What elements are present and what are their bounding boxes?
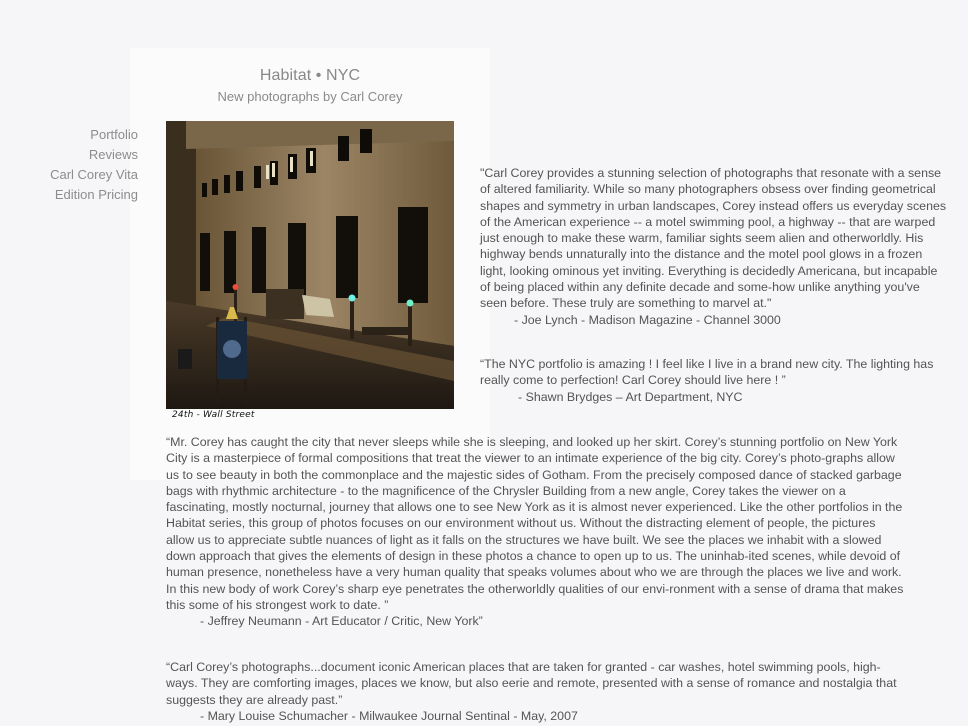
review-quote-2 xyxy=(480,356,942,405)
review-attribution: - Joe Lynch - Madison Magazine - Channel 3000 xyxy=(514,312,781,327)
review-text: “The NYC portfolio is amazing ! I feel like I live in a brand new city. The lighting has really come to perfection! Carl Corey should live here ! ” xyxy=(480,357,934,388)
review-quote-4 xyxy=(166,659,906,724)
nav-edition-pricing-link[interactable]: Edition Pricing xyxy=(54,187,138,202)
review-attribution: - Jeffrey Neumann - Art Educator / Critic, New York” xyxy=(200,614,483,629)
review-attribution: - Shawn Brydges – Art Department, NYC xyxy=(518,389,743,404)
featured-photo[interactable] xyxy=(166,121,454,409)
site-title: Habitat • NYC xyxy=(259,67,361,84)
review-quote-1 xyxy=(480,165,948,328)
review-text: “Carl Corey’s photographs...document iconic American places that are taken for granted - car washes, hotel swimming pools, high-ways. They are comforting images, places we know, but also eerie and remote, presented with a sense of romance and nostalgia that suggests they are already past.” xyxy=(166,660,897,707)
review-quote-3 xyxy=(166,434,906,630)
review-text: “Mr. Corey has caught the city that never sleeps while she is sleeping, and looked up her skirt. Corey’s stunning portfolio on New York City is a masterpiece of formal compositions that treat the viewer to an intimate experience of the big city. Corey’s photo-graphs allow us to see beauty in both the commonplace and the majestic sides of Gotham. From the precisely composed dance of stacked garbage bags with rhythmic architecture - to the magnificence of the Chrysler Building from a new angle, Corey takes the viewer on a fascinating, mostly nocturnal, journey that allows one to see New York as it is almost never experienced. Like the other portfolios in the Habitat series, this group of photos focuses on our environment without us. Without the distracting element of people, the pictures allow us to appreciate subtle nuances of light as it falls on the structures we have built. We see the places we inhabit with a slowed down approach that gives the elements of design in these photos a chance to open up to us. The uninhab-ited scenes, while devoid of human presence, nonetheless have a very human quality that speaks volumes about who we are through the places we live and work. In this new body of work Corey’s sharp eye penetrates the otherworldly qualities of our envi-ronment with a sense of drama that makes this some of his strongest work to date. ” xyxy=(166,435,904,612)
review-attribution: - Mary Louise Schumacher - Milwaukee Journal Sentinal - May, 2007 xyxy=(200,708,578,723)
nav-portfolio-link[interactable]: Portfolio xyxy=(90,127,138,142)
photo-caption: 24th - Wall Street xyxy=(172,410,255,420)
review-text: "Carl Corey provides a stunning selection of photographs that resonate with a sense of altered familiarity. While so many photographers obsess over finding geometrical shapes and symmetry in urban landscapes, Corey instead offers us everyday scenes of the American experience -- a motel swimming pool, a highway -- that are warped just enough to make these warm, familiar sights seem alien and otherworldly. His highway bends unnaturally into the distance and the motel pool glows in a frozen light, looking ominous yet inviting. Everything is decidedly Americana, but incapable of being placed within any definite decade and some-how unlike anything you've seen before. These truly are something to marvel at." xyxy=(480,166,947,311)
site-subtitle: New photographs by Carl Corey xyxy=(217,89,403,104)
nav-reviews-link[interactable]: Reviews xyxy=(88,147,138,162)
side-nav xyxy=(20,125,138,205)
nav-vita-link[interactable]: Carl Corey Vita xyxy=(50,167,138,182)
wall-street-photo-image xyxy=(166,121,454,409)
